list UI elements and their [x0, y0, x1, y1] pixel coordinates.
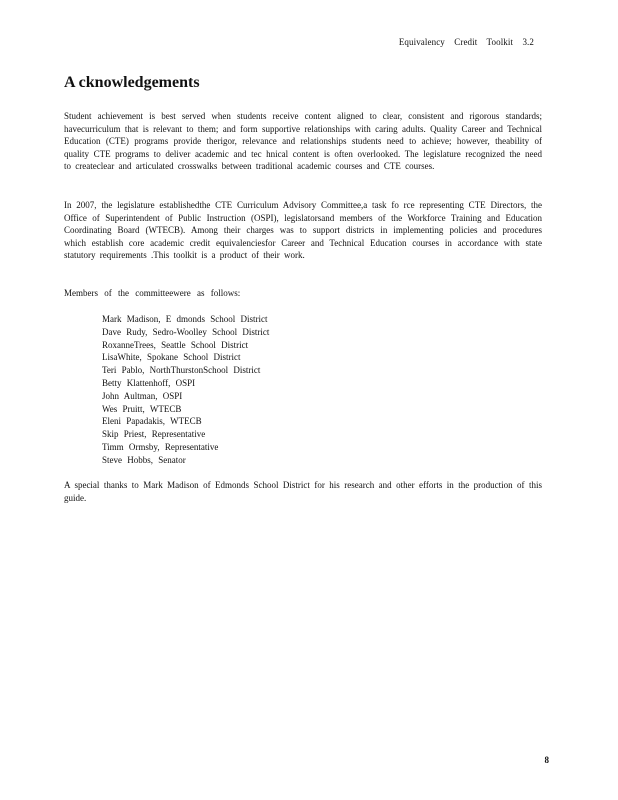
member-item: John Aultman, OSPI: [102, 390, 183, 401]
intro-paragraph: Student achievement is best served when students receive content aligned to clear, consistent and rigorous standards; havecurriculum that is relevant to them; and form supportive relationships with caring adults. Quality Career and Technical Education (CTE) programs provide therigor, relevance and relationships students need to achieve; however, theability of quality CTE programs to deliver academic and tec hnical content is often overlooked. The legislature recognized the need to createclear and articulated crosswalks between traditional academic courses and CTE courses.: [64, 111, 542, 172]
member-item: Betty Klattenhoff, OSPI: [102, 377, 196, 388]
member-item: RoxanneTrees, Seattle School District: [102, 339, 249, 350]
running-header: Equivalency Credit Toolkit 3.2: [398, 37, 534, 47]
member-item: Timm Ormsby, Representative: [102, 441, 219, 452]
members-intro: Members of the committeewere as follows:: [64, 288, 241, 298]
member-item: Eleni Papadakis, WTECB: [102, 416, 202, 427]
member-item: LisaWhite, Spokane School District: [102, 352, 241, 363]
member-item: Dave Rudy, Sedro-Woolley School District: [102, 326, 270, 337]
member-item: Wes Pruitt, WTECB: [102, 403, 182, 414]
closing-paragraph: A special thanks to Mark Madison of Edmonds School District for his research and other efforts in the production of this guide.: [64, 480, 542, 503]
page-number: 8: [544, 755, 549, 765]
member-item: Steve Hobbs, Senator: [102, 454, 186, 465]
member-item: Teri Pablo, NorthThurstonSchool District: [102, 365, 261, 376]
member-item: Mark Madison, E dmonds School District: [102, 314, 268, 324]
committee-members-list: [102, 313, 269, 467]
history-paragraph: In 2007, the legislature establishedthe CTE Curriculum Advisory Committee,a task fo rce representing CTE Directors, the Office of Superintendent of Public Instruction (OSPI), legislatorsand members of the Workforce Training and Education Coordinating Board (WTECB). Among their charges was to support districts in implementing policies and procedures which establish core academic credit equivalenciesfor Career and Technical Education courses in accordance with state statutory requirements .This toolkit is a product of their work.: [64, 200, 542, 261]
member-item: Skip Priest, Representative: [102, 429, 206, 440]
page-title: A cknowledgements: [64, 74, 200, 91]
